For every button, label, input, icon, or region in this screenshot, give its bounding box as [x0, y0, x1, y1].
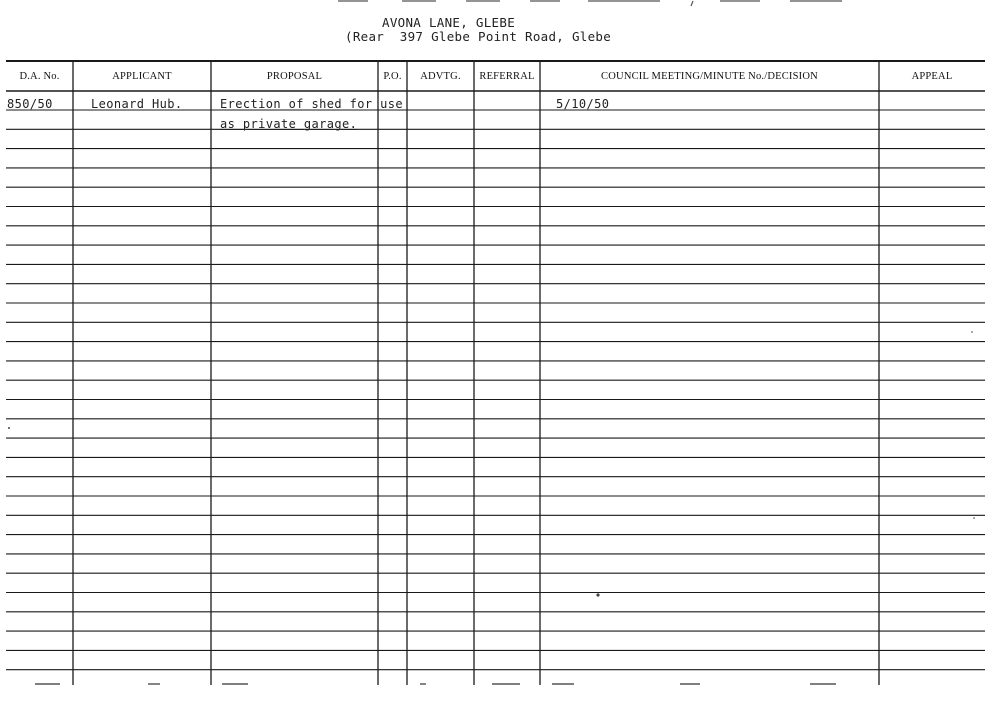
- entry-proposal-line-2: as private garage.: [220, 117, 358, 131]
- column-header-proposal: PROPOSAL: [266, 71, 323, 82]
- column-header-council-decision: COUNCIL MEETING/MINUTE No./DECISION: [601, 71, 818, 82]
- entry-council-decision: 5/10/50: [556, 97, 610, 111]
- column-header-appeal: APPEAL: [911, 71, 953, 82]
- column-header-referral: REFERRAL: [479, 71, 535, 82]
- street-address: (Rear 397 Glebe Point Road, Glebe: [345, 29, 612, 44]
- street-name: AVONA LANE, GLEBE: [382, 15, 516, 30]
- entry-applicant: Leonard Hub.: [91, 97, 183, 111]
- entry-da-number: 850/50: [7, 97, 53, 111]
- column-header-da-no: D.A. No.: [19, 71, 60, 82]
- column-header-applicant: APPLICANT: [112, 71, 172, 82]
- column-header-advtg: ADVTG.: [420, 71, 461, 82]
- column-header-po: P.O.: [383, 71, 402, 82]
- entry-proposal-line-1: Erection of shed for use: [220, 97, 403, 111]
